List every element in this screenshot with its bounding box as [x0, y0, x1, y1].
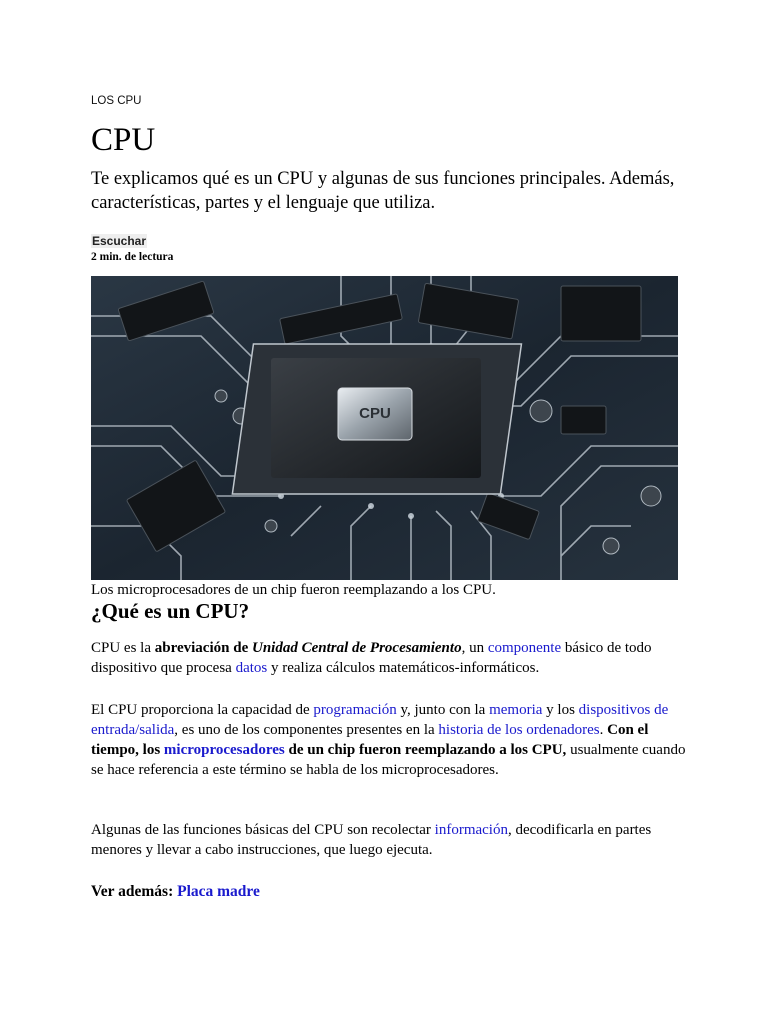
page-title: CPU: [91, 122, 156, 158]
link-componente[interactable]: componente: [487, 640, 562, 656]
cpu-board-image: [91, 276, 678, 580]
text: , decodificarla en partes menores y llevar a cabo instrucciones, que luego ejecuta.: [91, 822, 652, 858]
text: usualmente cuando se hace referencia a este término se habla de los microprocesadores.: [91, 742, 686, 778]
cpu-chip: [232, 344, 521, 494]
text: y los: [542, 702, 579, 718]
bold-text: abreviación de: [154, 640, 252, 656]
text: básico de todo dispositivo que procesa: [91, 640, 652, 676]
text: , es uno de los componentes presentes en la: [174, 722, 439, 738]
link-programacion[interactable]: programación: [313, 702, 397, 718]
link-historia-ordenadores[interactable]: historia de los ordenadores: [438, 722, 600, 738]
link-placa-madre[interactable]: Placa madre: [177, 883, 260, 900]
listen-button[interactable]: Escuchar: [92, 234, 147, 248]
link-memoria[interactable]: memoria: [489, 702, 543, 718]
paragraph-functions: [91, 820, 691, 860]
text: Algunas de las funciones básicas del CPU son recolectar: [91, 822, 435, 838]
text: CPU es la: [91, 640, 155, 656]
text: , un: [461, 640, 488, 656]
bold-italic-text: Unidad Central de Procesamiento: [251, 640, 462, 656]
chip-label: CPU: [359, 405, 391, 422]
link-informacion[interactable]: información: [434, 822, 508, 838]
lead-paragraph: Te explicamos qué es un CPU y algunas de sus funciones principales. Además, características, partes y el lenguaje que utiliza.: [91, 169, 675, 213]
image-caption: Los microprocesadores de un chip fueron reemplazando a los CPU.: [91, 582, 496, 598]
link-datos[interactable]: datos: [235, 660, 268, 676]
text: y, junto con la: [396, 702, 490, 718]
circuit-board-illustration: [91, 276, 678, 580]
bold-text: Con el tiempo, los: [91, 722, 649, 758]
link-microprocesadores[interactable]: microprocesadores: [163, 742, 285, 758]
text: El CPU proporciona la capacidad de: [91, 702, 314, 718]
paragraph-definition: [91, 638, 691, 678]
read-time: 2 min. de lectura: [91, 251, 174, 263]
text: .: [599, 722, 608, 738]
see-also: [91, 883, 260, 901]
see-also-label: Ver además:: [91, 883, 178, 900]
category-label: LOS CPU: [91, 95, 142, 107]
text: y realiza cálculos matemáticos-informáticos.: [267, 660, 540, 676]
section-heading: ¿Qué es un CPU?: [91, 599, 250, 623]
bold-text: de un chip fueron reemplazando a los CPU,: [284, 742, 567, 758]
link-dispositivos[interactable]: dispositivos de entrada/salida: [91, 702, 669, 738]
paragraph-capability: [91, 700, 691, 780]
